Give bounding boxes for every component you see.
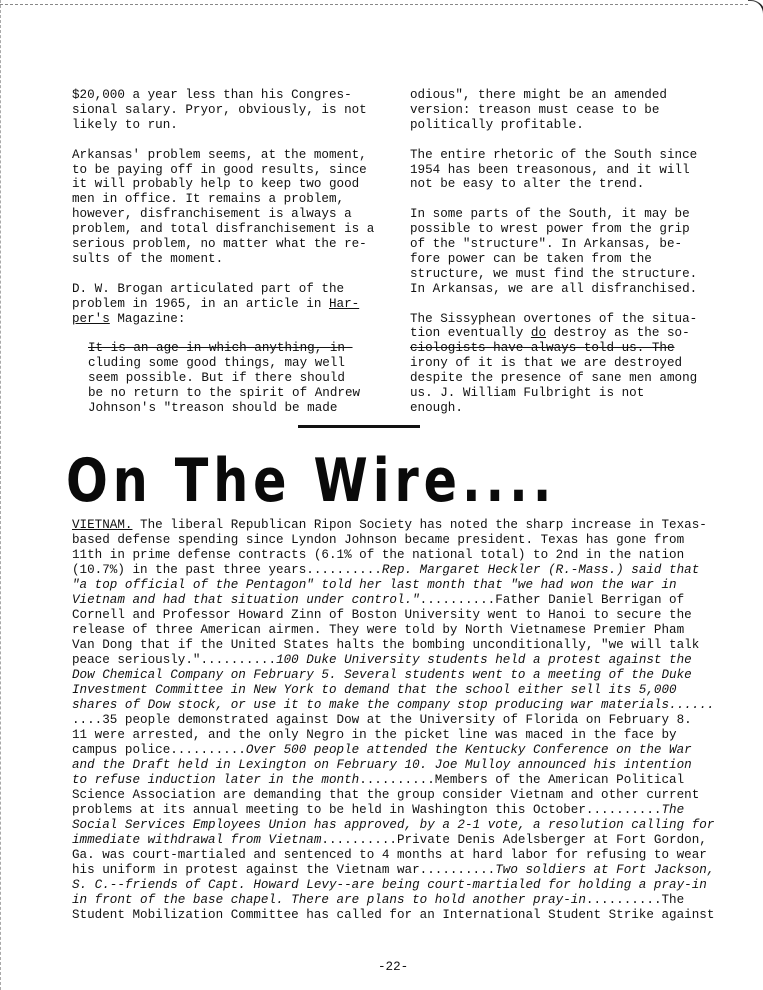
right-paragraph-4-a: The Sissyphean overtones of the situa- tion eventually bbox=[410, 311, 698, 341]
wire-text: (10.7%) in the past three years.......... bbox=[72, 563, 382, 577]
left-paragraph-3-text: D. W. Brogan articulated part of the problem in 1965, in an article in bbox=[72, 281, 345, 311]
wire-line: Van Dong that if the United States halts the bombing unconditionally, "we will talk bbox=[72, 638, 700, 652]
left-paragraph-3-end: Magazine: bbox=[109, 311, 186, 326]
wire-italic: to refuse induction later in the month bbox=[72, 773, 360, 787]
harpers-title: Har- per's bbox=[72, 296, 360, 326]
wire-text: ..........The bbox=[585, 893, 685, 907]
wire-line: Social Services Employees Union has approved, by a 2-1 vote, a resolution calling for bbox=[72, 818, 715, 832]
quote-text: cluding some good things, may well seem possible. But if there should be no return to the spirit of Andrew Johnson's "treason should be made bbox=[88, 356, 361, 415]
wire-news-block bbox=[72, 518, 715, 923]
wire-italic: Rep. Margaret Heckler (R.-Mass.) said that bbox=[381, 563, 700, 577]
wire-line: S. C.--friends of Capt. Howard Levy--are being court-martialed for holding a pray-in bbox=[72, 878, 707, 892]
wire-line bbox=[72, 773, 708, 788]
wire-text: peace seriously.".......... bbox=[72, 653, 277, 667]
page-corner bbox=[748, 0, 763, 15]
scan-left-edge bbox=[0, 0, 3, 990]
vietnam-lead: VIETNAM. bbox=[72, 518, 133, 532]
wire-italic: in front of the base chapel. There are plans to hold another pray-in bbox=[72, 893, 586, 907]
wire-italic: The bbox=[661, 803, 685, 817]
wire-line bbox=[72, 563, 708, 578]
wire-text: problems at its annual meeting to be held in Washington this October.......... bbox=[72, 803, 662, 817]
wire-text: campus police.......... bbox=[72, 743, 246, 757]
wire-line bbox=[72, 893, 708, 908]
wire-line: Investment Committee in New York to demand that the school either sell its 5,000 bbox=[72, 683, 677, 697]
wire-text: ..........Private Denis Adelsberger at Fort Gordon, bbox=[321, 833, 707, 847]
wire-line: based defense spending since Lyndon Johnson became president. Texas has gone from bbox=[72, 533, 685, 547]
wire-italic: Two soldiers at Fort Jackson, bbox=[495, 863, 715, 877]
page-number: -22- bbox=[378, 960, 409, 974]
brogan-quote bbox=[88, 341, 378, 416]
wire-line: release of three American airmen. They were told by North Vietnamese Premier Pham bbox=[72, 623, 685, 637]
wire-text: ..........Father Daniel Berrigan of bbox=[419, 593, 685, 607]
wire-line: Dow Chemical Company on February 5. Several students went to a meeting of the Duke bbox=[72, 668, 692, 682]
left-column bbox=[72, 88, 378, 431]
emphasis-do: do bbox=[530, 326, 547, 341]
wire-line: Cornell and Professor Howard Zinn of Boston University went to Hanoi to secure the bbox=[72, 608, 692, 622]
wire-line: 11th in prime defense contracts (6.1% of the national total) to 2nd in the nation bbox=[72, 548, 685, 562]
left-paragraph-2: Arkansas' problem seems, at the moment, to be paying off in good results, since it will probably help to keep two good men in office. It remains a problem, however, disfranchisement is always a problem, and total disfranchisement is a serious problem, no matter what the re- sults of the moment. bbox=[72, 147, 375, 266]
right-paragraph-1: odious", there might be an amended version: treason must cease to be politically profitable. bbox=[410, 88, 667, 132]
wire-line bbox=[72, 803, 708, 818]
wire-line: ....35 people demonstrated against Dow at the University of Florida on February 8. bbox=[72, 713, 692, 727]
wire-line bbox=[72, 518, 708, 533]
struck-line: ciologists have always told us. The bbox=[410, 341, 675, 356]
wire-line: Science Association are demanding that the group consider Vietnam and other current bbox=[72, 788, 700, 802]
wire-italic: 100 Duke University students held a protest against the bbox=[276, 653, 692, 667]
wire-line: Student Mobilization Committee has called for an International Student Strike against bbox=[72, 908, 715, 922]
wire-line bbox=[72, 743, 708, 758]
scan-top-edge bbox=[0, 4, 748, 5]
wire-line: 11 were arrested, and the only Negro in the picket line was maced in the face by bbox=[72, 728, 677, 742]
right-paragraph-2: The entire rhetoric of the South since 1954 has been treasonous, and it will not be easy to alter the trend. bbox=[410, 147, 698, 192]
wire-italic: immediate withdrawal from Vietnam bbox=[72, 833, 322, 847]
wire-italic: Over 500 people attended the Kentucky Conference on the War bbox=[245, 743, 692, 757]
left-paragraph-1: $20,000 a year less than his Congres- sional salary. Pryor, obviously, is not likely to run. bbox=[72, 88, 367, 132]
wire-line: and the Draft held in Lexington on February 10. Joe Mulloy announced his intention bbox=[72, 758, 692, 772]
quote-struck-line: It is an age in which anything, in- bbox=[88, 341, 353, 356]
right-paragraph-3: In some parts of the South, it may be possible to wrest power from the grip of the "structure". In Arkansas, be- fore power can be taken from the structure, we must find the structure. In Arkansas, we are all disfranchised. bbox=[410, 207, 698, 296]
section-divider bbox=[298, 425, 420, 428]
right-paragraph-4-c: irony of it is that we are destroyed despite the presence of sane men among us. J. William Fulbright is not enough. bbox=[410, 356, 698, 415]
left-paragraph-3 bbox=[72, 282, 378, 327]
right-paragraph-4-b: destroy as the so- bbox=[553, 326, 690, 341]
wire-text: his uniform in protest against the Vietnam war.......... bbox=[72, 863, 496, 877]
wire-line: "a top official of the Pentagon" told her last month that "we had won the war in bbox=[72, 578, 677, 592]
headline: On The Wire.... bbox=[66, 446, 557, 516]
wire-line bbox=[72, 593, 708, 608]
wire-line: Ga. was court-martialed and sentenced to 4 months at hard labor for refusing to wear bbox=[72, 848, 707, 862]
wire-text: ..........Members of the American Political bbox=[359, 773, 685, 787]
wire-line bbox=[72, 833, 708, 848]
wire-italic: Vietnam and had that situation under control." bbox=[72, 593, 420, 607]
wire-line bbox=[72, 653, 708, 668]
wire-line: shares of Dow stock, or use it to make the company stop producing war materials...... bbox=[72, 698, 715, 712]
wire-text: The liberal Republican Ripon Society has noted the sharp increase in Texas- bbox=[132, 518, 707, 532]
wire-line bbox=[72, 863, 715, 878]
right-paragraph-4 bbox=[410, 312, 708, 416]
right-column bbox=[410, 88, 708, 431]
